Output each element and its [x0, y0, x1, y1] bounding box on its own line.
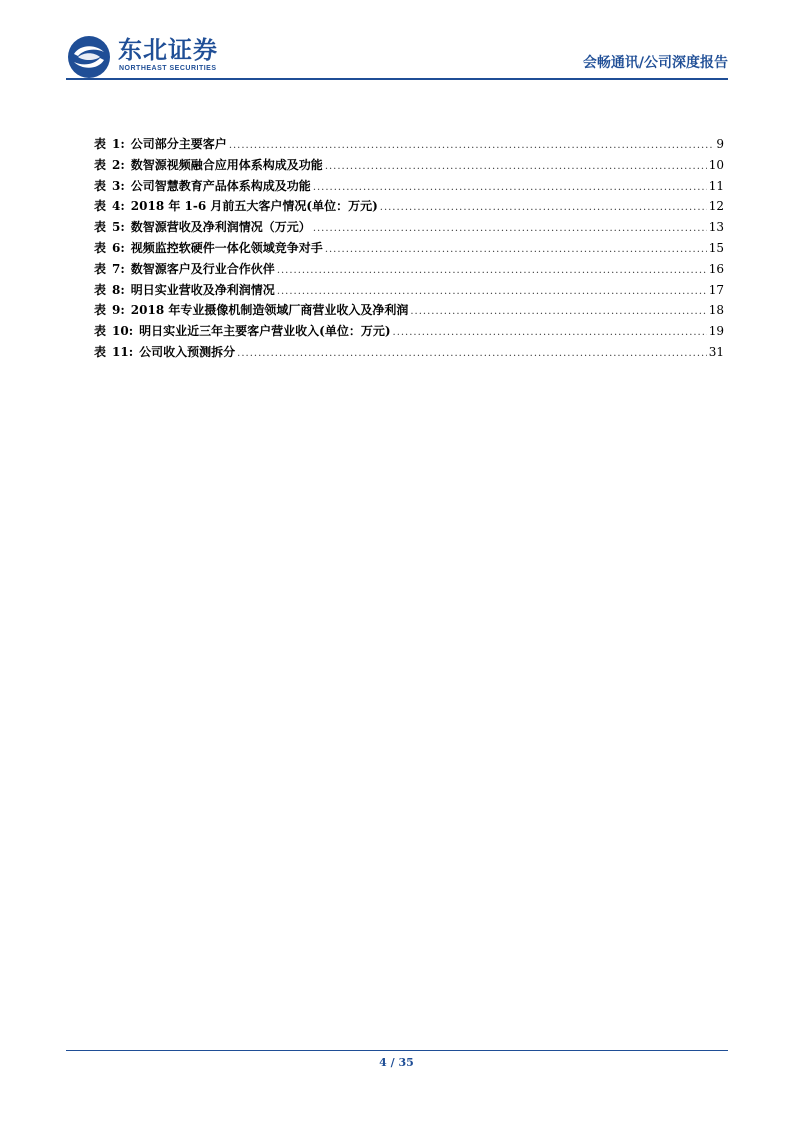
toc-entry-title: 数智源视频融合应用体系构成及功能	[130, 157, 323, 172]
toc-entry-page: 15	[708, 240, 724, 255]
toc-entry-page: 12	[708, 199, 724, 214]
toc-entry-number: 4:	[112, 199, 125, 214]
toc-entry-label: 表	[94, 261, 107, 276]
table-of-tables	[94, 134, 724, 363]
toc-entry[interactable]	[94, 176, 724, 197]
toc-leader-dots	[380, 198, 707, 219]
toc-entry-page: 10	[708, 157, 724, 172]
toc-leader-dots	[313, 178, 707, 199]
toc-entry-page: 9	[716, 137, 724, 151]
toc-entry-title: 2018 年 1-6 月前五大客户情况(单位：万元)	[130, 199, 378, 214]
toc-entry-title: 数智源客户及行业合作伙伴	[130, 261, 275, 276]
footer-divider	[66, 1050, 728, 1051]
toc-entry-title: 明日实业近三年主要客户营业收入(单位：万元)	[139, 324, 391, 339]
toc-entry-number: 9:	[112, 303, 125, 318]
toc-entry-label: 表	[94, 137, 107, 151]
toc-entry-page: 11	[708, 178, 724, 193]
toc-entry-label: 表	[94, 240, 107, 255]
toc-entry-title: 视频监控软硬件一体化领域竞争对手	[130, 240, 323, 255]
toc-leader-dots	[325, 157, 707, 178]
toc-entry[interactable]	[94, 134, 724, 155]
toc-entry-page: 19	[708, 324, 724, 339]
toc-entry-number: 1:	[112, 137, 125, 151]
toc-entry-number: 7:	[112, 261, 125, 276]
toc-leader-dots	[277, 282, 707, 303]
toc-entry-label: 表	[94, 324, 107, 339]
toc-entry[interactable]	[94, 321, 724, 342]
toc-entry[interactable]	[94, 217, 724, 238]
toc-leader-dots	[277, 261, 707, 282]
toc-entry-page: 16	[708, 261, 724, 276]
toc-entry[interactable]	[94, 196, 724, 217]
brand-name-en: NORTHEAST SECURITIES	[119, 65, 217, 72]
toc-leader-dots	[410, 302, 706, 323]
toc-entry-page: 18	[708, 303, 724, 318]
toc-entry-label: 表	[94, 344, 107, 359]
toc-entry-label: 表	[94, 303, 107, 318]
toc-entry-number: 5:	[112, 220, 125, 235]
toc-entry[interactable]	[94, 280, 724, 301]
toc-entry-number: 8:	[112, 282, 125, 297]
report-type-title: 会畅通讯/公司深度报告	[582, 55, 728, 71]
toc-entry-title: 2018 年专业摄像机制造领域厂商营业收入及净利润	[130, 303, 409, 318]
toc-entry-title: 数智源营收及净利润情况（万元）	[130, 220, 311, 235]
toc-leader-dots	[313, 219, 707, 240]
toc-entry-page: 13	[708, 220, 724, 235]
toc-leader-dots	[325, 240, 707, 261]
toc-entry[interactable]	[94, 259, 724, 280]
toc-entry-label: 表	[94, 220, 107, 235]
toc-leader-dots	[393, 323, 707, 344]
toc-entry-number: 6:	[112, 240, 125, 255]
page-header	[66, 30, 728, 78]
toc-entry-page: 17	[708, 282, 724, 297]
page-indicator: 4 / 35	[379, 1056, 414, 1069]
toc-entry-label: 表	[94, 178, 107, 193]
toc-entry-title: 公司收入预测拆分	[139, 344, 236, 359]
toc-entry-number: 11:	[112, 344, 134, 359]
toc-entry-number: 2:	[112, 157, 125, 172]
toc-entry[interactable]	[94, 300, 724, 321]
northeast-securities-logo-icon	[66, 34, 112, 80]
toc-entry[interactable]	[94, 155, 724, 176]
toc-entry-number: 10:	[112, 324, 134, 339]
toc-entry[interactable]	[94, 342, 724, 363]
toc-entry-title: 明日实业营收及净利润情况	[130, 282, 275, 297]
toc-leader-dots	[229, 136, 715, 157]
toc-entry-label: 表	[94, 157, 107, 172]
toc-entry-page: 31	[708, 344, 724, 359]
toc-entry-title: 公司部分主要客户	[130, 137, 227, 151]
toc-entry[interactable]	[94, 238, 724, 259]
toc-leader-dots	[237, 344, 707, 365]
toc-entry-label: 表	[94, 282, 107, 297]
header-divider	[66, 78, 728, 80]
toc-entry-number: 3:	[112, 178, 125, 193]
toc-entry-label: 表	[94, 199, 107, 214]
toc-entry-title: 公司智慧教育产品体系构成及功能	[130, 178, 311, 193]
brand-name-cn: 东北证券	[118, 36, 218, 64]
